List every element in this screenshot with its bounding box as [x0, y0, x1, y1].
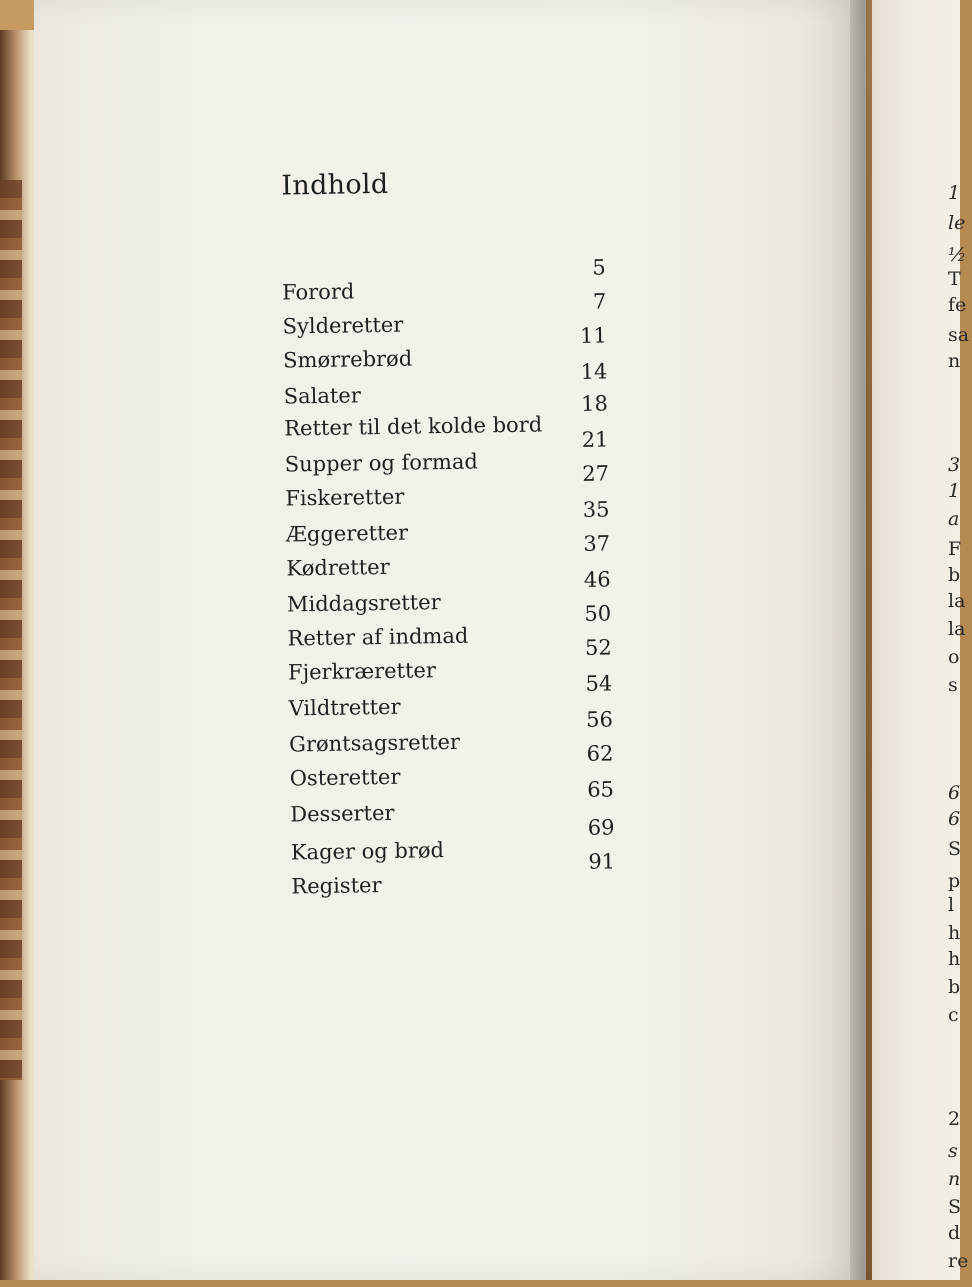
toc-entry-page-number: 14 [580, 359, 608, 384]
right-page-text-fragment: n [948, 1168, 961, 1190]
right-page-text-fragment: 2 [948, 1108, 961, 1130]
toc-entry-page-number: 5 [592, 255, 606, 280]
right-page-text-fragment: ½ [948, 244, 967, 266]
right-page-text-fragment: fe [948, 294, 967, 316]
toc-entry-page-number: 62 [586, 741, 614, 766]
toc-entry-label: Fiskeretter [285, 484, 405, 511]
toc-entry-label: Middagsretter [286, 590, 441, 617]
right-page-text-fragment: 1 [948, 182, 961, 204]
toc-entry-page-number: 18 [580, 391, 609, 416]
toc-title: Indhold [281, 168, 389, 202]
right-page-text-fragment: S [948, 1196, 962, 1218]
right-page-text-fragment: re [948, 1250, 969, 1272]
toc-entry-label: Desserter [290, 800, 395, 827]
toc-entry-label: Grøntsagsretter [289, 729, 461, 757]
toc-entry-page-number: 46 [583, 567, 611, 592]
right-page-text-fragments [942, 0, 970, 1280]
right-page-text-fragment: sa [948, 324, 970, 346]
right-page-text-fragment: 6 [948, 808, 961, 830]
toc-entry-page-number: 21 [581, 427, 609, 452]
toc-entry-label: Vildtretter [288, 694, 401, 721]
toc-entry-page-number: 35 [582, 497, 610, 522]
toc-entry-page-number: 56 [585, 707, 614, 732]
toc-entry-page-number: 37 [583, 531, 611, 556]
right-page-text-fragment: T [948, 268, 961, 290]
right-page-text-fragment: b [948, 976, 961, 998]
right-page-text-fragment: n [948, 350, 961, 372]
toc-entry-page-number: 65 [587, 777, 615, 802]
toc-entry-label: Forord [281, 279, 355, 305]
right-page-text-fragment: l [948, 894, 955, 916]
right-page-text-fragment: la [948, 618, 966, 640]
toc-entry-label: Osteretter [289, 764, 401, 791]
right-page-text-fragment: p [948, 870, 961, 892]
toc-entry-label: Sylderetter [282, 312, 404, 339]
right-page-text-fragment: b [948, 564, 961, 586]
right-page-text-fragment: 3 [948, 454, 961, 476]
toc-entry-label: Salater [283, 383, 361, 409]
toc-entry-page-number: 7 [592, 289, 607, 314]
right-page-text-fragment: le [948, 212, 966, 234]
toc-entry-page-number: 27 [582, 461, 610, 486]
toc-entry-label: Retter af indmad [287, 623, 469, 651]
right-page-text-fragment: s [948, 674, 958, 696]
right-page-text-fragment: h [948, 948, 961, 970]
right-page-text-fragment: 1 [948, 480, 961, 502]
right-page-text-fragment: o [948, 646, 960, 668]
toc-entry-page-number: 11 [579, 323, 607, 348]
toc-entry-label: Smørrebrød [282, 346, 413, 373]
toc-entry-label: Fjerkræretter [287, 658, 437, 685]
right-page-text-fragment: d [948, 1222, 961, 1244]
right-page-text-fragment: c [948, 1004, 959, 1026]
toc-entry-page-number: 50 [584, 601, 612, 626]
right-page-text-fragment: S [948, 838, 962, 860]
toc-entry-page-number: 54 [585, 671, 613, 696]
toc-entry-page-number: 91 [588, 849, 616, 874]
right-page-text-fragment: 6 [948, 782, 961, 804]
right-page-text-fragment: F [948, 538, 962, 560]
right-page-text-fragment: s [948, 1140, 958, 1162]
toc-entry-label: Æggeretter [285, 520, 409, 547]
toc-entry-label: Retter til det kolde bord [284, 412, 543, 441]
right-page-text-fragment: a [948, 508, 960, 530]
right-page-text-fragment: la [948, 590, 966, 612]
toc-entry-label: Kødretter [286, 554, 390, 581]
toc-entry-label: Register [291, 873, 382, 899]
toc-entry-page-number: 69 [587, 815, 615, 840]
toc-entry-label: Supper og formad [284, 449, 478, 477]
toc-entry-page-number: 52 [584, 635, 612, 660]
right-page-text-fragment: h [948, 922, 961, 944]
toc-entry-label: Kager og brød [290, 838, 445, 865]
